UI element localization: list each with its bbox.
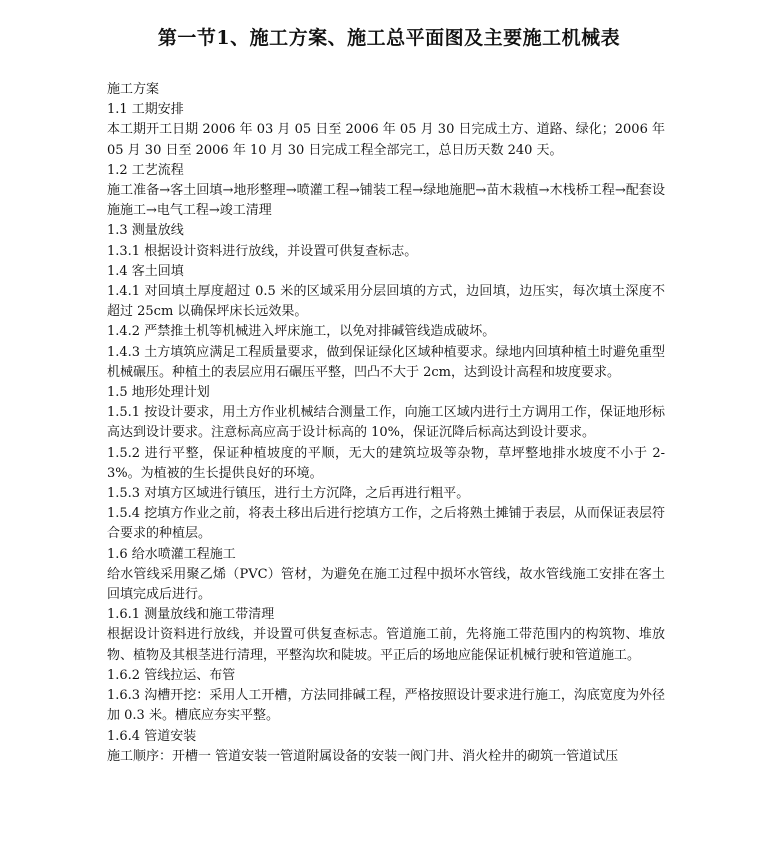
section-heading: 施工方案 — [107, 82, 160, 97]
paragraph: 1.3.1 根据设计资料进行放线，并设置可供复查标志。 — [107, 243, 418, 259]
paragraph: 1.4.3 土方填筑应满足工程质量要求，做到保证绿化区域种植要求。绿地内回填种植土时避免重型机械碾压。种植土的表层应用石碾压平整，凹凸不大于 2cm，达到设计高程和坡度要求。 — [107, 344, 665, 380]
paragraph: 根据设计资料进行放线，并设置可供复查标志。管道施工前，先将施工带范围内的构筑物、堆放物、植物及其根茎进行清理，平整沟坎和陡坡。平正后的场地应能保证机械行驶和管道施工。 — [107, 627, 665, 663]
paragraph: 1.4.2 严禁推土机等机械进入坪床施工，以免对排碱管线造成破坏。 — [107, 324, 496, 340]
subsection-heading: 1.6.4 管道安装 — [107, 728, 197, 744]
paragraph: 1.5.3 对填方区域进行镇压，进行土方沉降，之后再进行粗平。 — [107, 486, 470, 502]
paragraph: 施工顺序：开槽一 管道安装一管道附属设备的安装一阀门井、消火栓井的砌筑一管道试压 — [107, 748, 619, 764]
subsection-heading: 1.5 地形处理计划 — [107, 385, 210, 401]
paragraph: 1.4.1 对回填土厚度超过 0.5 米的区域采用分层回填的方式，边回填，边压实，每次填土深度不超过 25cm 以确保坪床长远效果。 — [107, 284, 665, 320]
paragraph: 施工准备→客土回填→地形整理→喷灌工程→铺装工程→绿地施肥→苗木栽植→木栈桥工程→配套设施施工→电气工程→竣工清理 — [107, 183, 665, 219]
subsection-heading: 1.2 工艺流程 — [107, 162, 184, 178]
document-body — [107, 80, 665, 767]
subsection-heading: 1.6 给水喷灌工程施工 — [107, 546, 236, 562]
paragraph: 1.5.4 挖填方作业之前，将表土移出后进行挖填方工作，之后将熟土摊铺于表层，从而保证表层符合要求的种植层。 — [107, 506, 665, 542]
paragraph: 1.5.1 按设计要求，用土方作业机械结合测量工作，向施工区域内进行土方调用工作，保证地形标高达到设计要求。注意标高应高于设计标高的 10%，保证沉降后标高达到设计要求。 — [107, 405, 665, 441]
subsection-heading: 1.6.2 管线拉运、布管 — [107, 667, 236, 683]
subsection-heading: 1.3 测量放线 — [107, 223, 184, 239]
paragraph: 本工期开工日期 2006 年 03 月 05 日至 2006 年 05 月 30 日完成土方、道路、绿化；2006 年 05 月 30 日至 2006 年 10 月 30 日完成工程全部完工，总日历天数 240 天。 — [107, 122, 665, 158]
paragraph: 1.5.2 进行平整，保证种植坡度的平顺，无大的建筑垃圾等杂物，草坪整地排水坡度不小于 2-3%。为植被的生长提供良好的环境。 — [107, 445, 665, 481]
paragraph: 1.6.3 沟槽开挖：采用人工开槽，方法同排碱工程，严格按照设计要求进行施工，沟底宽度为外径加 0.3 米。槽底应夯实平整。 — [107, 688, 665, 724]
subsection-heading: 1.6.1 测量放线和施工带清理 — [107, 607, 275, 623]
subsection-heading: 1.1 工期安排 — [107, 102, 184, 118]
document-title: 第一节1、施工方案、施工总平面图及主要施工机械表 — [157, 27, 621, 49]
subsection-heading: 1.4 客土回填 — [107, 263, 184, 279]
paragraph: 给水管线采用聚乙烯（PVC）管材，为避免在施工过程中损坏水管线，故水管线施工安排在客土回填完成后进行。 — [107, 566, 665, 603]
